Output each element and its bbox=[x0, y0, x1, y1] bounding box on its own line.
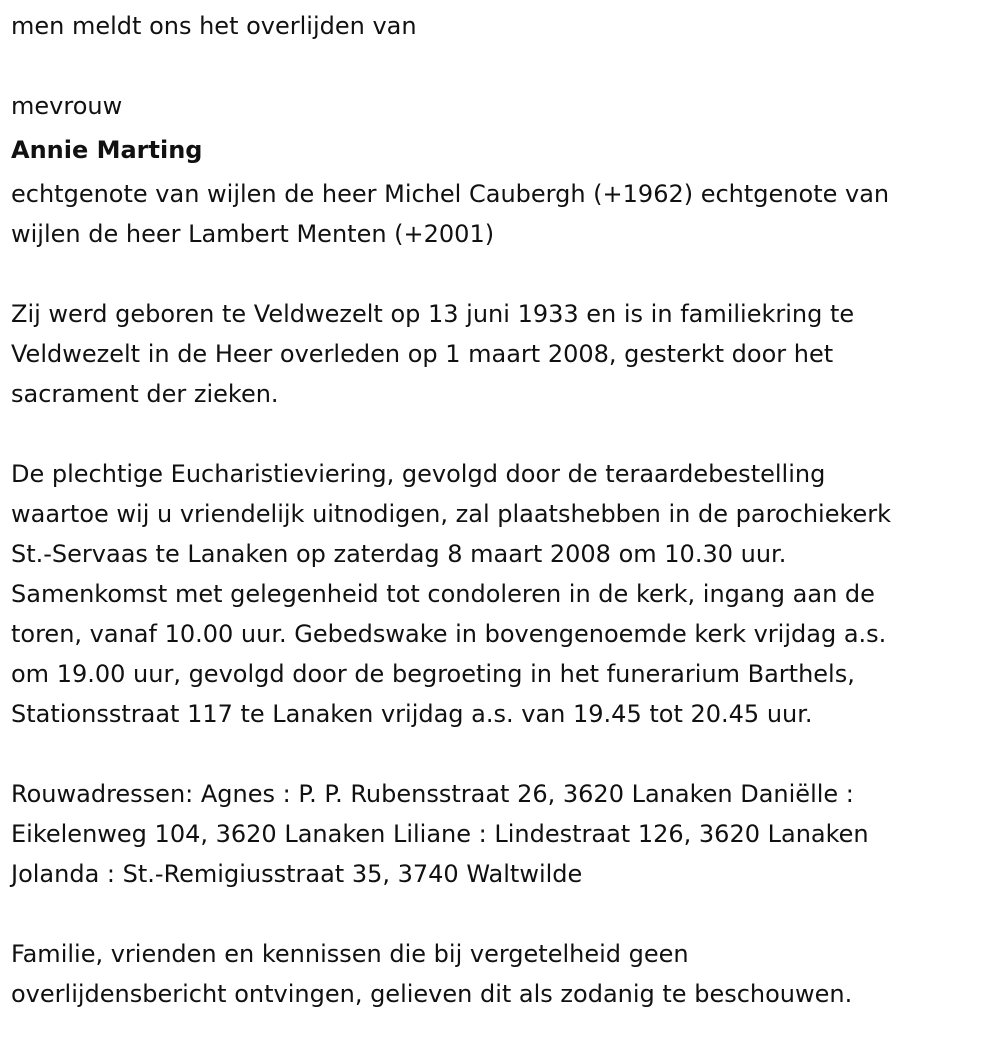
address-line: Rouwadressen: Agnes : P. P. Rubensstraat 26, 3620 Lanaken Daniëlle : bbox=[11, 780, 854, 808]
spouse-line: echtgenote van wijlen de heer Michel Caubergh (+1962) echtgenote van bbox=[11, 180, 890, 208]
ceremony-line: toren, vanaf 10.00 uur. Gebedswake in bovengenoemde kerk vrijdag a.s. bbox=[11, 620, 887, 648]
ceremony-line: De plechtige Eucharistieviering, gevolgd door de teraardebestelling bbox=[11, 460, 826, 488]
birth-death-line: Veldwezelt in de Heer overleden op 1 maart 2008, gesterkt door het bbox=[11, 340, 834, 368]
obituary-notice bbox=[11, 6, 991, 1014]
ceremony-line: Stationsstraat 117 te Lanaken vrijdag a.s. van 19.45 tot 20.45 uur. bbox=[11, 700, 813, 728]
closing-line: overlijdensbericht ontvingen, gelieven dit als zodanig te beschouwen. bbox=[11, 980, 853, 1008]
intro-line: men meldt ons het overlijden van bbox=[11, 12, 417, 40]
ceremony-line: Samenkomst met gelegenheid tot condoleren in de kerk, ingang aan de bbox=[11, 580, 875, 608]
spacer bbox=[11, 254, 991, 294]
ceremony-line: St.-Servaas te Lanaken op zaterdag 8 maart 2008 om 10.30 uur. bbox=[11, 540, 787, 568]
ceremony-line: om 19.00 uur, gevolgd door de begroeting in het funerarium Barthels, bbox=[11, 660, 855, 688]
closing-line: Familie, vrienden en kennissen die bij vergetelheid geen bbox=[11, 940, 689, 968]
spacer bbox=[11, 734, 991, 774]
spacer bbox=[11, 414, 991, 454]
address-line: Eikelenweg 104, 3620 Lanaken Liliane : Lindestraat 126, 3620 Lanaken bbox=[11, 820, 869, 848]
birth-death-line: Zij werd geboren te Veldwezelt op 13 juni 1933 en is in familiekring te bbox=[11, 300, 855, 328]
spacer bbox=[11, 894, 991, 934]
deceased-name: Annie Marting bbox=[11, 136, 203, 164]
spacer bbox=[11, 46, 991, 86]
birth-death-line: sacrament der zieken. bbox=[11, 380, 279, 408]
address-line: Jolanda : St.-Remigiusstraat 35, 3740 Waltwilde bbox=[11, 860, 583, 888]
ceremony-line: waartoe wij u vriendelijk uitnodigen, zal plaatshebben in de parochiekerk bbox=[11, 500, 892, 528]
spouse-line: wijlen de heer Lambert Menten (+2001) bbox=[11, 220, 495, 248]
honorific: mevrouw bbox=[11, 92, 123, 120]
